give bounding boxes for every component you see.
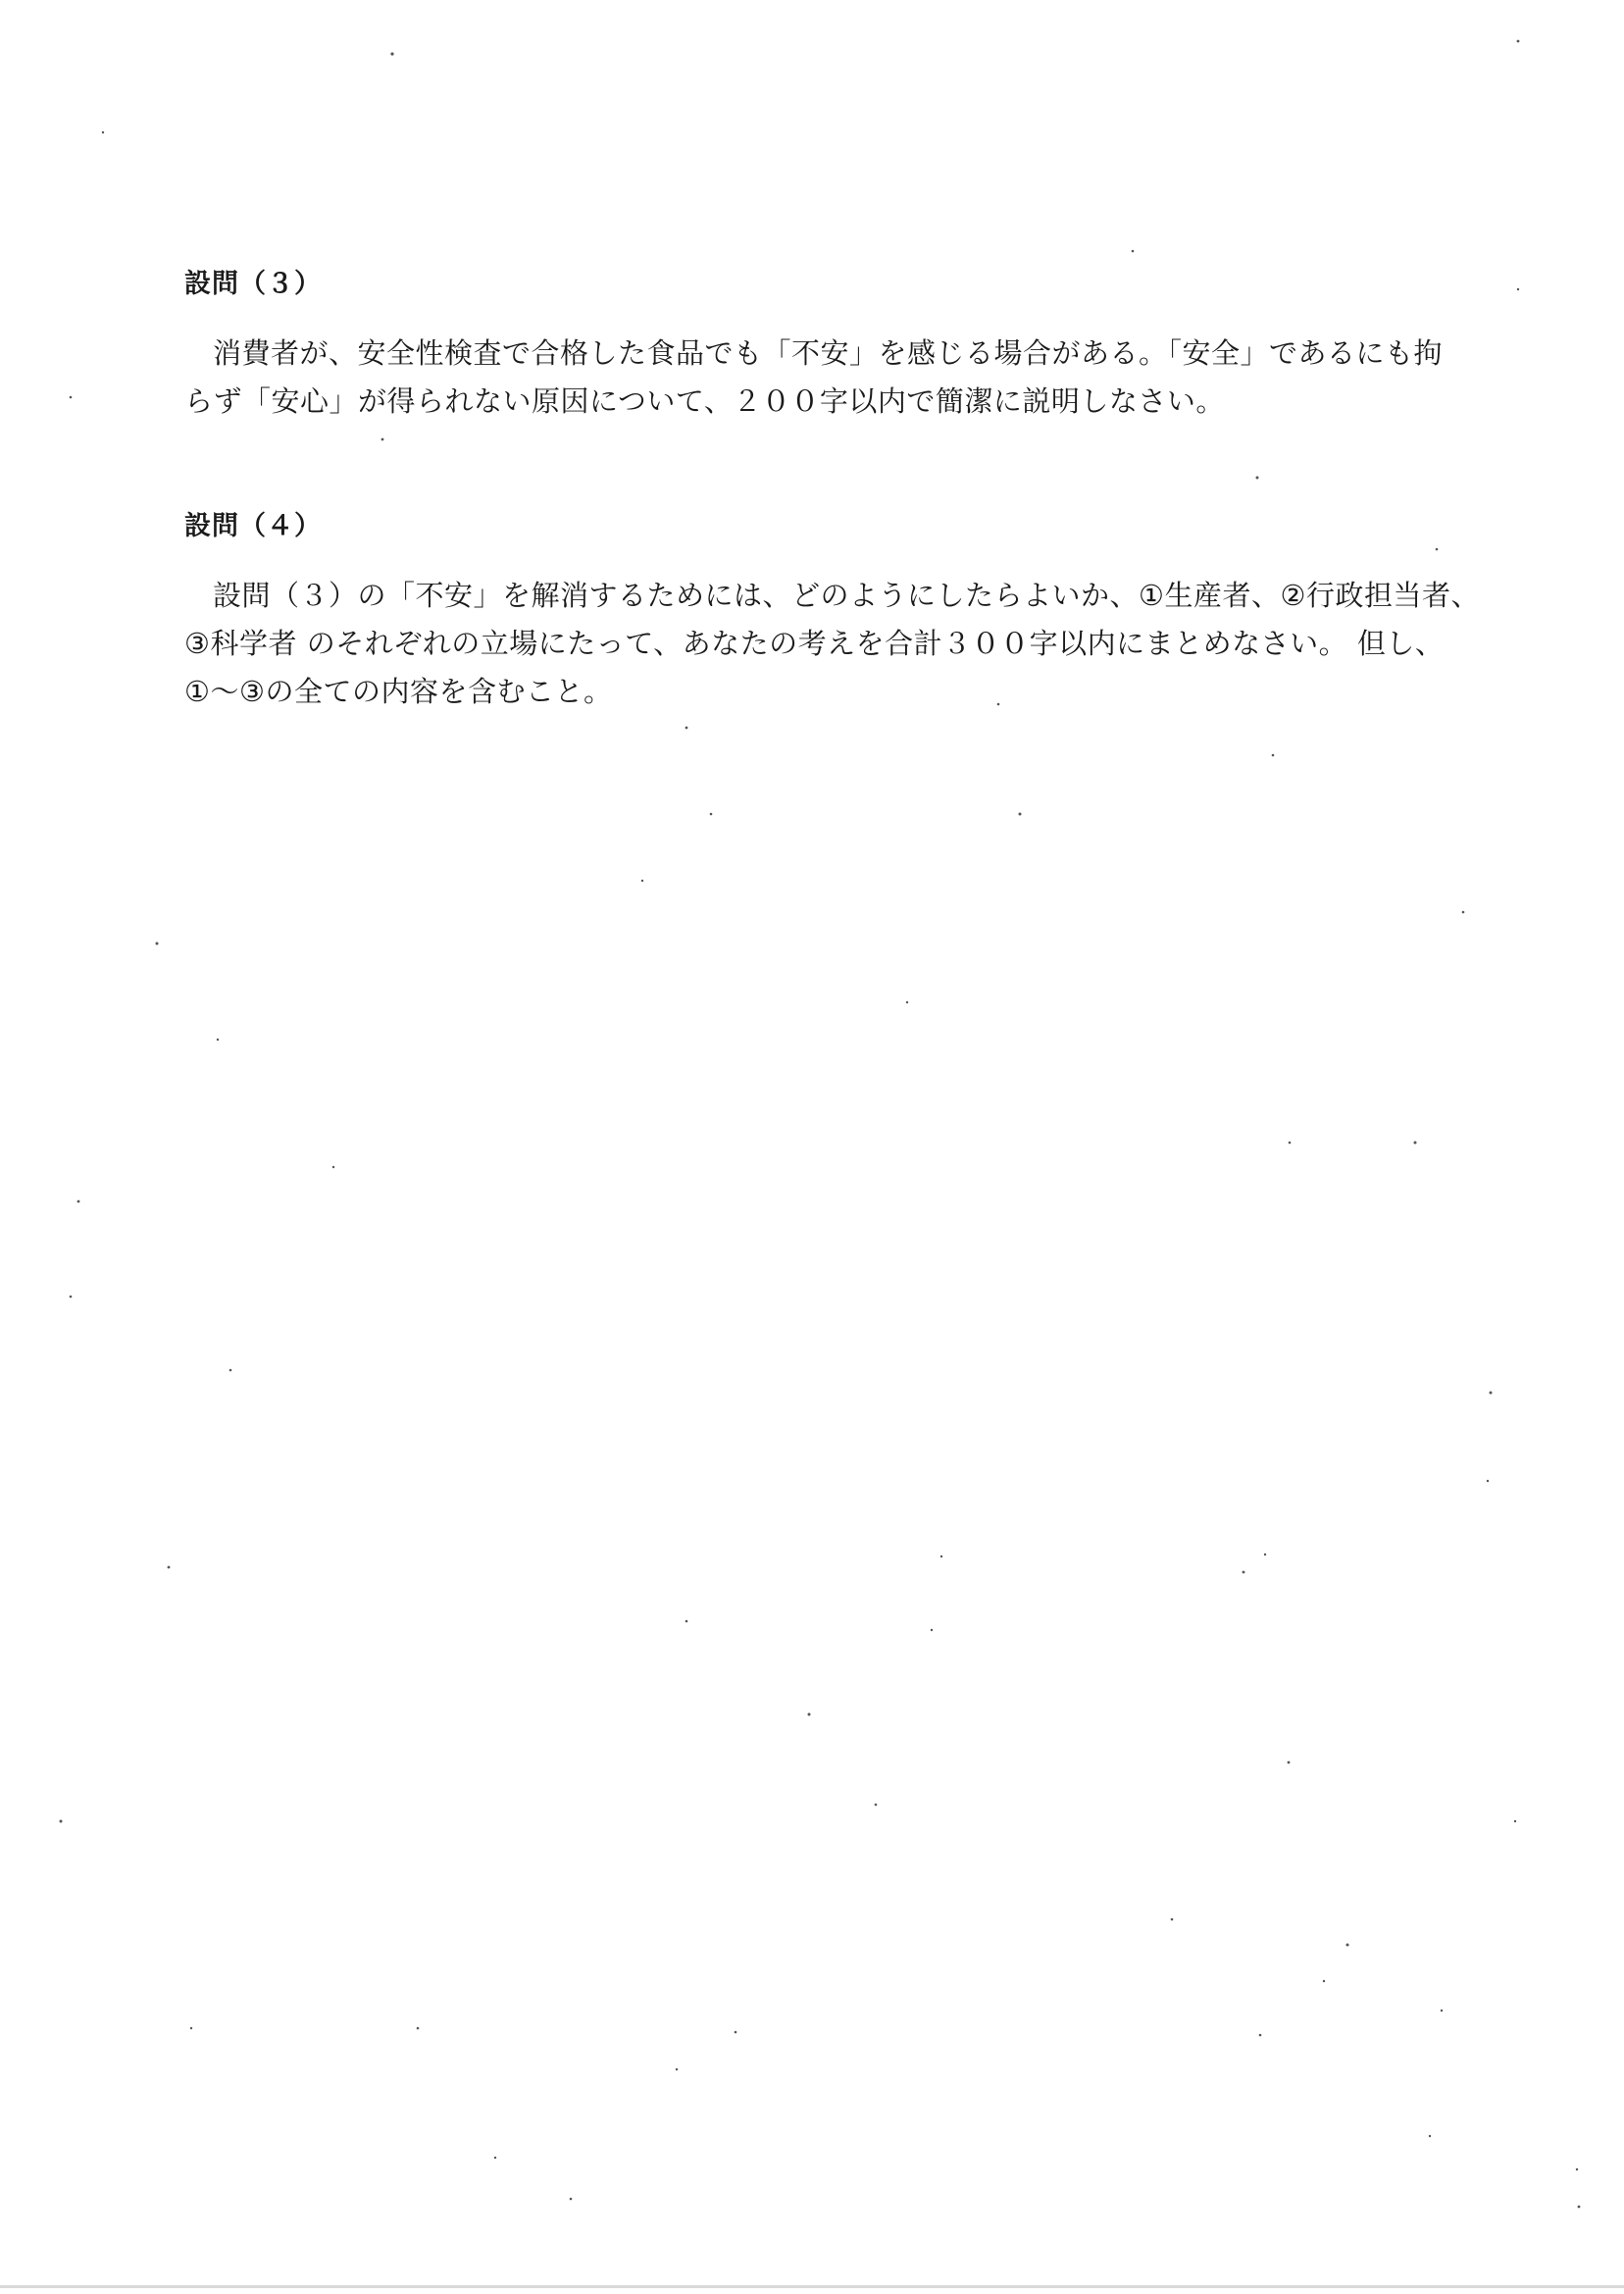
question-3-body: 消費者が、安全性検査で合格した食品でも「不安」を感じる場合がある。「安全」であるにも拘 らず「安心」が得られない原因について、２００字以内で簡潔に説明しなさい。: [184, 336, 1444, 418]
question-3-heading: 設問（３）: [184, 269, 322, 299]
question-4: [184, 507, 1498, 716]
question-3: [184, 265, 1498, 426]
question-4-heading: 設問（４）: [184, 511, 322, 541]
scan-edge-line: [0, 2285, 1624, 2288]
question-4-body: 設問（３）の「不安」を解消するためには、どのようにしたらよいか、①生産者、②行政担当者、 ③科学者 のそれぞれの立場にたって、あなたの考えを合計３００字以内にまとめなさい。 但し、 ①〜③の全ての内容を含むこと。: [184, 579, 1480, 708]
